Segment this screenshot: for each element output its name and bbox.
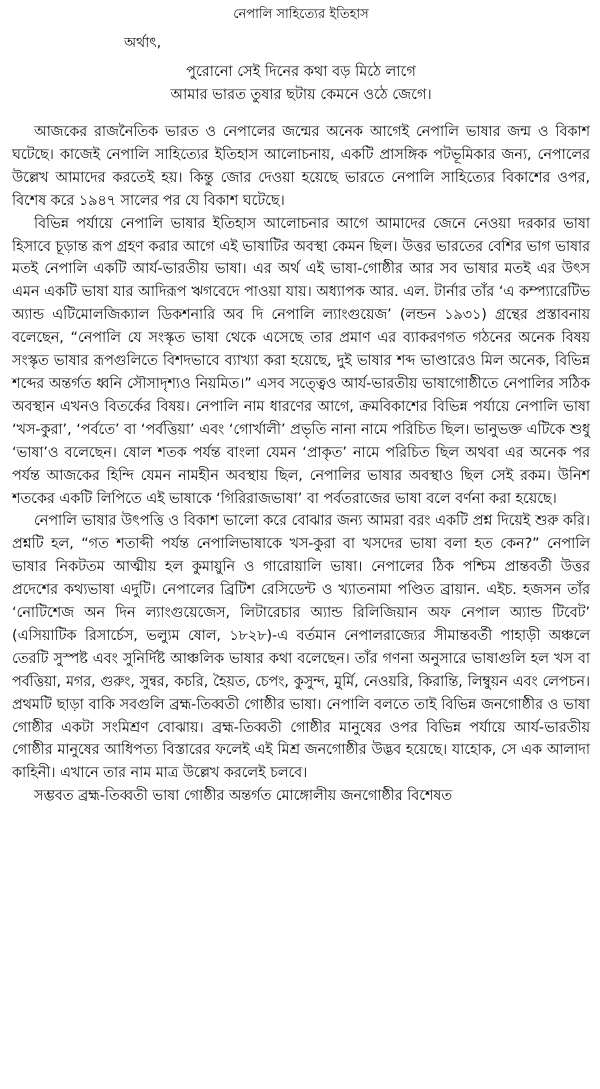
verse-quote — [12, 61, 590, 107]
paragraph: বিভিন্ন পর্যায়ে নেপালি ভাষার ইতিহাস আলোচনার আগে আমাদের জেনে নেওয়া দরকার ভাষা হিসাবে চূড়ান্ত রূপ গ্রহণ করার আগে এই ভাষাটির অবস্থা কেমন ছিল। উত্তর ভারতের বেশির ভাগ ভাষার মতই নেপালি একটি আর্য-ভারতীয় ভাষা। এর অর্থ এই ভাষা-গোষ্ঠীর আর সব ভাষার মতই এর উৎস এমন একটি ভাষা যার আদিরূপ ঋগবেদে পাওয়া যায়। অধ্যাপক আর. এল. টার্নার তাঁর ‘এ কম্প্যারেটিভ অ্যান্ড এটিমোলজিক্যাল ডিকশনারি অব দি নেপালি ল্যাংগুয়েজ’ (লন্ডন ১৯৩১) গ্রন্থের প্রস্তাবনায় বলেছেন, “নেপালি যে সংস্কৃত ভাষা থেকে এসেছে তার প্রমাণ এর ব্যাকরণগত গঠনের অনেক বিষয় সংস্কৃত ভাষার রূপগুলিতে বিশদভাবে ব্যাখ্যা করা হয়েছে, দুই ভাষার শব্দ ভাণ্ডারেও মিল অনেক, বিভিন্ন শব্দের অন্তর্গত ধ্বনি সৌসাদৃশ্যও নিয়মিত।” এসব সত্ত্বেও আর্য-ভারতীয় ভাষাগোষ্ঠীতে নেপালির সঠিক অবস্থান এখনও বিতর্কের বিষয়। নেপালি নাম ধারণের আগে, ক্রমবিকাশের বিভিন্ন পর্যায়ে নেপালি ভাষা ‘খস-কুরা’, ‘পর্বতে’ বা ‘পর্বত্তিয়া’ এবং ‘গোর্খালী’ প্রভৃতি নানা নামে পরিচিত ছিল। ভানুভক্ত এটিকে শুধু ‘ভাষা’ও বলেছেন। ষোল শতক পর্যন্ত বাংলা যেমন ‘প্রাকৃত’ নামে পরিচিত ছিল অথবা এর অনেক পর পর্যন্ত আজকের হিন্দি যেমন নামহীন অবস্থায় ছিল, নেপালির ভাষার অবস্থাও ছিল সেই রকম। উনিশ শতকের একটি লিপিতে এই ভাষাকে ‘গিরিরাজভাষা’ বা পর্বতরাজের ভাষা বলে বর্ণনা করা হয়েছে। — [12, 215, 590, 507]
paragraph: নেপালি ভাষার উৎপত্তি ও বিকাশ ভালো করে বোঝার জন্য আমরা বরং একটি প্রশ্ন দিয়েই শুরু করি। প্রশ্নটি হল, “গত শতাব্দী পর্যন্ত নেপালিভাষাকে খস-কুরা বা খসদের ভাষা বলা হত কেন?” নেপালি ভাষার নিকটতম আত্মীয় হল কুমায়ুনি ও গারোয়ালি ভাষা। নেপালের ঠিক পশ্চিম প্রান্তবর্তী উত্তর প্রদেশের কথ্যভাষা এদুটি। নেপালের ব্রিটিশ রেসিডেন্ট ও খ্যাতনামা পণ্ডিত ব্রায়ান. এইচ. হজসন তাঁর ‘নোটিশেজ অন দিন ল্যাংগুয়েজেস, লিটারেচার অ্যান্ড রিলিজিয়ান অফ নেপাল অ্যান্ড টিবেট’ (এসিয়াটিক রিসার্চেস, ভল্যুম ষোল, ১৮২৮)-এ বর্তমান নেপালরাজ্যের সীমান্তবর্তী পাহাড়ী অঞ্চলে তেরটি সুস্পষ্ট এবং সুনির্দিষ্ট আঞ্চলিক ভাষার কথা বলেছেন। তাঁর গণনা অনুসারে ভাষাগুলি হল খস বা পর্বত্তিয়া, মগর, গুরুং, সুন্বর, কচরি, হৈয়ত, চেপং, কুসুন্দ, মুর্মি, নেওয়রি, কিরান্তি, লিম্বুয়ন এবং লেপচন। প্রথমটি ছাড়া বাকি সবগুলি ব্রহ্ম-তিব্বতী গোষ্ঠীর ভাষা। নেপালি বলতে তাই বিভিন্ন জনগোষ্ঠীর ও ভাষা গোষ্ঠীর একটা সংমিশ্রণ বোঝায়। ব্রহ্ম-তিব্বতী গোষ্ঠীর মানুষের ওপর বিভিন্ন পর্যায়ে আর্য-ভারতীয় গোষ্ঠীর মানুষের আধিপত্য বিস্তারের ফলেই এই মিশ্র জনগোষ্ঠীর উদ্ভব হয়েছে। যাহোক, সে এক আলাদা কাহিনী। এখানে তার নাম মাত্র উল্লেখ করলেই চলবে। — [12, 513, 590, 782]
body-text — [12, 121, 590, 808]
verse-line: আমার ভারত তুষার ছটায় কেমনে ওঠে জেগে। — [170, 87, 432, 103]
verse-line: পুরোনো সেই দিনের কথা বড় মিঠে লাগে — [186, 64, 416, 80]
lead-word: অর্থাৎ, — [124, 35, 162, 51]
running-head: নেপালি সাহিত্যের ইতিহাস — [233, 7, 369, 22]
paragraph: সম্ভবত ব্রহ্ম-তিব্বতী ভাষা গোষ্ঠীর অন্তর্গত মোঙ্গোলীয় জনগোষ্ঠীর বিশেষত — [34, 788, 453, 805]
paragraph: আজকের রাজনৈতিক ভারত ও নেপালের জন্মের অনেক আগেই নেপালি ভাষার জন্ম ও বিকাশ ঘটেছে। কাজেই নেপালি সাহিত্যের ইতিহাস আলোচনায়, একটি প্রাসঙ্গিক পটভূমিকার জন্য, নেপালের উল্লেখ আমাদের করতেই হয়। কিন্তু জোর দেওয়া হয়েছে ভারতে নেপালি সাহিত্যের বিকাশের ওপর, বিশেষ করে ১৯৪৭ সালের পর যে বিকাশ ঘটেছে। — [12, 124, 590, 209]
